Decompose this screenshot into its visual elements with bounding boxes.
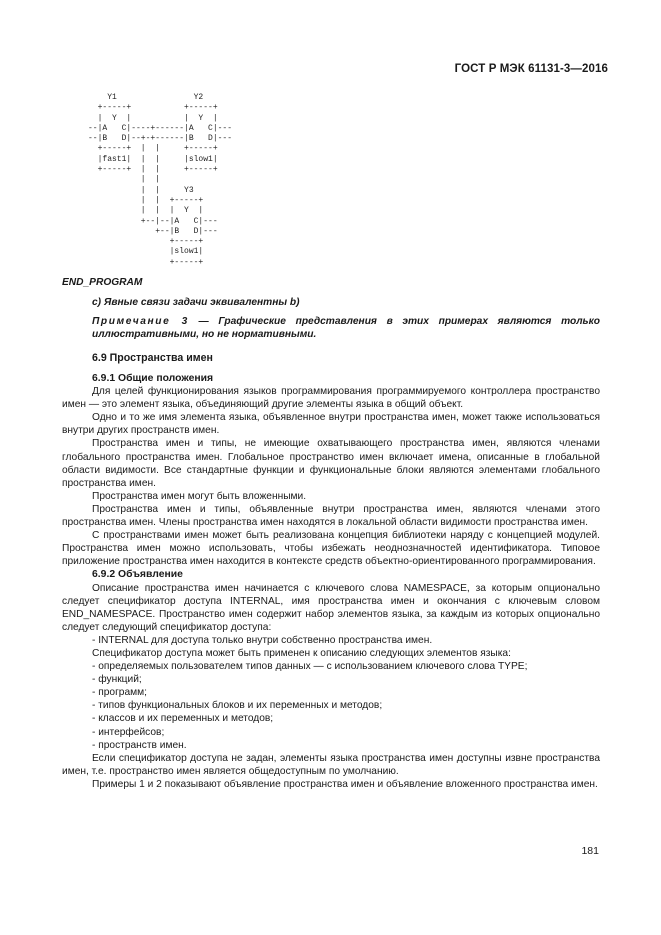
section-6-9-1 [62,372,600,791]
section-6-9 [62,352,600,365]
list-item: - пространств имен. [92,739,187,751]
list-item: - программ; [92,687,147,699]
list-item: - функций; [92,674,142,686]
caption-c: c) Явные связи задачи эквивалентны b) [92,297,300,309]
standard-header: ГОСТ Р МЭК 61131-3—2016 [454,63,608,75]
section-heading-6-9: 6.9 Пространства имен [92,352,213,364]
paragraph: Пространства имен и типы, не имеющие охватывающего пространства имен, являются членами глобального пространства имен. Глобальное пространство имен включает имена, описанные в глобальной области видимости. Все стандартные функции и функциональные блоки являются элементами глобального пространства имен. [62,438,600,489]
paragraph: С пространствами имен может быть реализована концепция библиотеки наряду с концепцией модулей. Пространства имен можно использовать, чтобы избежать неоднозначностей идентификатора. Типовое приложение пространства имен находится в контексте средств объектно-ориентированного программирования. [62,530,600,568]
list-item: - INTERNAL для доступа только внутри собственно пространства имен. [92,634,433,646]
paragraph: Если спецификатор доступа не задан, элементы языка пространства имен доступны извне пространства имен, т.е. пространство имен является общедоступным по умолчанию. [62,752,600,777]
list-item: - определяемых пользователем типов данных — с использованием ключевого слова TYPE; [92,661,528,673]
paragraph: Пространства имен и типы, объявленные внутри пространства имен, являются членами этого пространства имен. Члены пространства имен находятся в локальной области видимости пространства имен. [62,503,600,529]
section-heading-6-9-2: 6.9.2 Объявление [92,569,183,581]
diagram-footer [62,276,600,341]
paragraph: Пространства имен могут быть вложенными. [92,490,307,502]
list-item: - классов и их переменных и методов; [92,713,274,725]
end-program-keyword: END_PROGRAM [62,277,143,288]
list-item: - типов функциональных блоков и их переменных и методов; [92,700,383,712]
paragraph: Одно и то же имя элемента языка, объявленное внутри пространства имен, может также использоваться внутри других пространств имен. [62,412,600,437]
page-number: 181 [581,845,599,857]
paragraph: Описание пространства имен начинается с ключевого слова NAMESPACE, за которым опционально следует спецификатор доступа INTERNAL, имя пространства имен и окончания с ключевым словом END_NAMESPACE. Пространство имен содержит набор элементов языка, за каждым из которых опционально следует следующий спецификатор доступа: [62,582,600,633]
ascii-task-diagram: Y1 Y2 +-----+ +-----+ | Y | | Y | --|A C|----+------|A C|--- --|B D|--+-+------|B D|--- +-----+ | | +-----+ |fast1| | | |slow1| +-----+ | | +-----+ | | | | Y3 | | +-----+ | | | Y | +--|--|A C|--- +--|B D|--- +-----+ |slow1| +-----+ [88,93,233,267]
list-item: - интерфейсов; [92,726,165,738]
note-text: — Графические представления в этих примерах являются только иллюстративными, но не нормативными. [92,316,600,341]
note-3 [62,315,600,341]
paragraph: Для целей функционирования языков программирования программируемого контроллера пространство имен — это элемент языка, объединяющий другие элементы языка в общий объект. [62,386,600,411]
paragraph: Примеры 1 и 2 показывают объявление пространства имен и объявление вложенного пространства имен. [92,778,598,790]
paragraph: Спецификатор доступа может быть применен к описанию следующих элементов языка: [92,647,511,659]
section-heading-6-9-1: 6.9.1 Общие положения [92,373,214,384]
note-label: Примечание 3 [92,316,189,328]
